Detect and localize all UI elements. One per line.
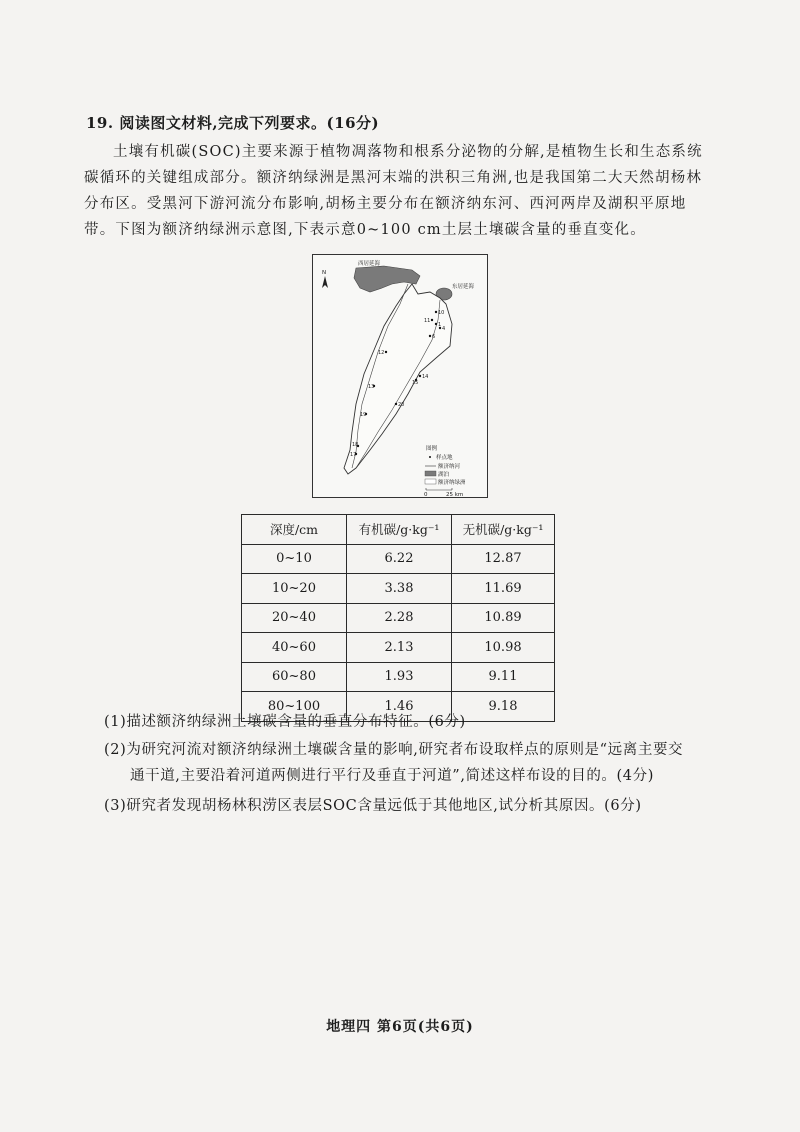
table-cell: 1.46 bbox=[347, 692, 452, 722]
point-label: 12 bbox=[378, 350, 385, 356]
point-label: 15 bbox=[412, 380, 419, 386]
legend-item: 样点地 bbox=[436, 455, 453, 461]
table-cell: 2.13 bbox=[347, 633, 452, 663]
table-cell: 9.11 bbox=[452, 662, 555, 692]
table-cell: 20~40 bbox=[242, 603, 347, 633]
table-header-cell: 深度/cm bbox=[242, 515, 347, 545]
point-label: 19 bbox=[360, 412, 367, 418]
point-label: 13 bbox=[368, 384, 375, 390]
table-cell: 2.28 bbox=[347, 603, 452, 633]
legend-item: 额济纳绿洲 bbox=[438, 480, 466, 486]
table-cell: 1.93 bbox=[347, 662, 452, 692]
table-header-row bbox=[242, 515, 555, 545]
point-label: 10 bbox=[438, 310, 445, 316]
subquestion-2-line2: 通干道,主要沿着河道两侧进行平行及垂直于河道”,简述这样布设的目的。(4分) bbox=[130, 768, 654, 784]
north-label: N bbox=[322, 270, 327, 276]
table-cell: 40~60 bbox=[242, 633, 347, 663]
legend-item: 湖泊 bbox=[438, 472, 450, 478]
oasis-map bbox=[312, 254, 488, 498]
subquestion-2-line1: (2)为研究河流对额济纳绿洲土壤碳含量的影响,研究者布设取样点的原则是“远离主要交 bbox=[104, 742, 684, 758]
table-row bbox=[242, 633, 555, 663]
scale-end: 25 km bbox=[446, 492, 464, 498]
point-label: 20 bbox=[398, 402, 405, 408]
subquestion-1: (1)描述额济纳绿洲土壤碳含量的垂直分布特征。(6分) bbox=[104, 714, 466, 730]
table-cell: 10~20 bbox=[242, 574, 347, 604]
point-label: 4 bbox=[442, 326, 446, 332]
legend-item: 额济纳河 bbox=[438, 464, 461, 470]
table-row bbox=[242, 574, 555, 604]
point-label: 14 bbox=[422, 374, 429, 380]
table-cell: 11.69 bbox=[452, 574, 555, 604]
east-lake-label: 东居延海 bbox=[452, 284, 475, 290]
table-row bbox=[242, 544, 555, 574]
table-header-cell: 无机碳/g·kg⁻¹ bbox=[452, 515, 555, 545]
table-row bbox=[242, 603, 555, 633]
question-paragraph: 土壤有机碳(SOC)主要来源于植物凋落物和根系分泌物的分解,是植物生长和生态系统碳循环的关键组成部分。额济纳绿洲是黑河末端的洪积三角洲,也是我国第二大天然胡杨林分布区。受黑河下游河流分布影响,胡杨主要分布在额济纳东河、西河两岸及湖积平原地带。下图为额济纳绿洲示意图,下表示意0~100 cm土层土壤碳含量的垂直变化。 bbox=[84, 144, 703, 238]
oasis-map-svg bbox=[312, 254, 488, 498]
table-cell: 6.22 bbox=[347, 544, 452, 574]
legend-title: 图例 bbox=[426, 446, 438, 452]
table-cell: 80~100 bbox=[242, 692, 347, 722]
point-label: 1 bbox=[438, 322, 442, 328]
table-cell: 60~80 bbox=[242, 662, 347, 692]
table-cell: 10.89 bbox=[452, 603, 555, 633]
subquestion-3: (3)研究者发现胡杨林积涝区表层SOC含量远低于其他地区,试分析其原因。(6分) bbox=[104, 798, 642, 814]
scale-start: 0 bbox=[424, 492, 428, 498]
question-title: 19. 阅读图文材料,完成下列要求。(16分) bbox=[86, 114, 380, 132]
west-lake-label: 西居延海 bbox=[358, 261, 381, 267]
point-label: 17 bbox=[350, 452, 357, 458]
table-cell: 12.87 bbox=[452, 544, 555, 574]
table-header-cell: 有机碳/g·kg⁻¹ bbox=[347, 515, 452, 545]
page-footer: 地理四 第6页(共6页) bbox=[326, 1019, 474, 1035]
table-cell: 10.98 bbox=[452, 633, 555, 663]
table-row bbox=[242, 662, 555, 692]
soil-carbon-table bbox=[241, 514, 555, 722]
table-cell: 3.38 bbox=[347, 574, 452, 604]
point-label: 18 bbox=[352, 442, 359, 448]
table-cell: 0~10 bbox=[242, 544, 347, 574]
point-label: 11 bbox=[424, 318, 431, 324]
table-cell: 9.18 bbox=[452, 692, 555, 722]
subquestion-2 bbox=[104, 737, 704, 789]
point-label: 6 bbox=[432, 334, 436, 340]
